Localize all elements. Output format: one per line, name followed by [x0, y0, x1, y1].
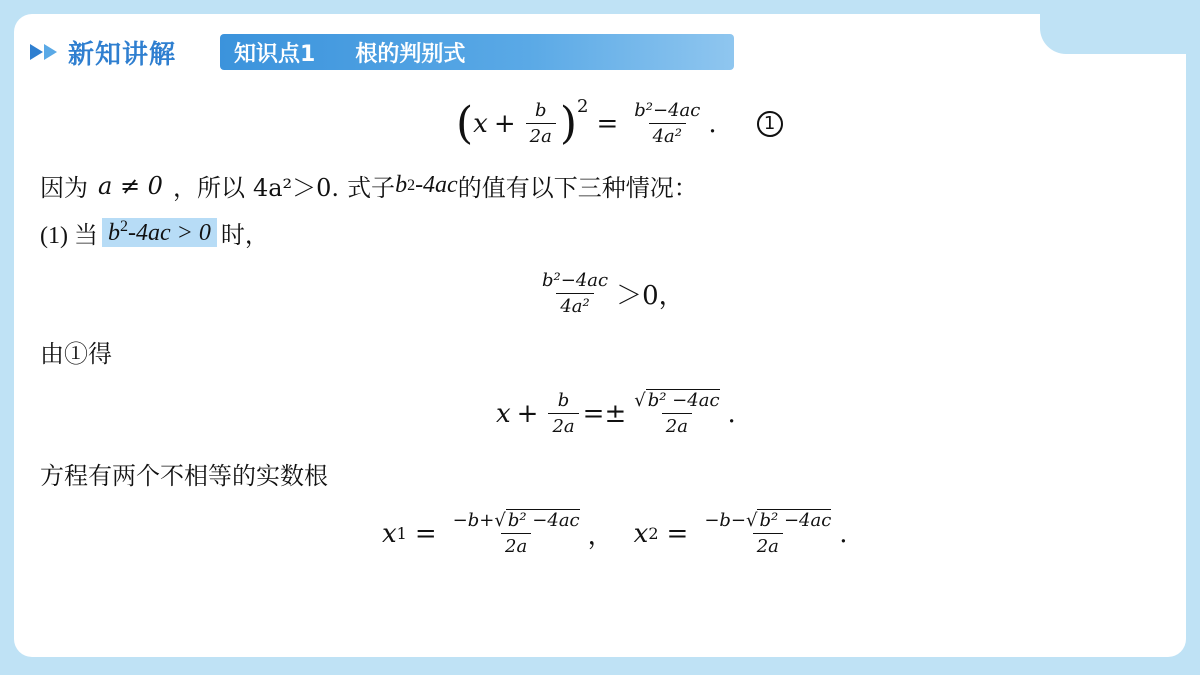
text-seg: ，所以 [172, 174, 245, 202]
period: . [839, 518, 848, 549]
equals-sign: = [596, 108, 619, 139]
subscript-2: 2 [648, 524, 659, 543]
paren-close: ) [559, 97, 577, 149]
ineq-4a2: 4a²＞0. [252, 174, 340, 202]
equals-plusminus: =± [582, 398, 627, 429]
plus-sign: + [516, 398, 539, 429]
text-line-2 [40, 215, 269, 250]
sqrt-icon: √ [634, 390, 646, 411]
period: . [708, 108, 717, 139]
comma: ， [587, 521, 614, 551]
section-header [30, 34, 176, 70]
var-x2: x [633, 518, 649, 549]
text-seg: 方程有两个不相等的实数根 [40, 462, 328, 490]
corner-tab [1040, 14, 1186, 54]
fraction-sqrt-2a: $\frac{\text{√ b² −4ac}}{2a}$ [634, 390, 720, 437]
paren-open: ( [456, 97, 474, 149]
topic-title: 根的判别式 [355, 41, 466, 67]
equation-2 [534, 270, 685, 317]
fraction-b-2a: $\frac{b}{2a}$ [526, 100, 556, 147]
exponent: 2 [577, 96, 589, 117]
sqrt-icon: √ [746, 510, 758, 531]
gt-zero: ＞0， [616, 281, 685, 311]
circled-marker-1: 1 [757, 111, 783, 137]
equals-sign: = [666, 518, 689, 549]
topic-number: 知识点1 [234, 41, 316, 67]
case-suffix: 时， [220, 221, 269, 249]
case-prefix: (1) 当 [40, 223, 98, 249]
text-seg: 由①得 [40, 340, 112, 368]
equals-sign: = [414, 518, 437, 549]
sqrt-icon: √ [494, 510, 506, 531]
highlighted-condition: $b^2-4ac > 0$ [102, 218, 217, 247]
text-seg: 式子 [347, 174, 396, 202]
text-seg: 的值有以下三种情况： [457, 174, 698, 202]
var-x: x [496, 398, 511, 429]
text-seg: 因为 [40, 174, 88, 202]
var-x: x [473, 108, 488, 139]
topic-bar [220, 34, 734, 70]
text-line-3 [40, 334, 112, 369]
double-play-icon [30, 42, 62, 62]
period: . [727, 398, 736, 429]
var-x1: x [382, 518, 397, 549]
fraction-discriminant: $\frac{\text{b²−4ac}}{\text{4a²}}$ [542, 270, 609, 317]
plus-sign: + [493, 108, 516, 139]
equation-3 [496, 390, 736, 437]
text-line-4 [40, 456, 328, 491]
text-line-1 [40, 168, 698, 203]
cond-a-nonzero: a ≠ 0 [98, 171, 163, 200]
equation-4 [382, 510, 848, 557]
equation-1 [456, 96, 783, 149]
fraction-root-1: $\frac{\text{−b+√ b² −4ac}}{2a}$ [452, 510, 580, 557]
fraction-discriminant: $\frac{\text{b²−4ac}}{\text{4a²}}$ [634, 100, 701, 147]
expr-b: b [395, 172, 408, 198]
expr-rest: -4ac [415, 172, 458, 198]
fraction-root-2: $\frac{\text{−b−√ b² −4ac}}{2a}$ [704, 510, 832, 557]
section-label: 新知讲解 [68, 39, 177, 70]
fraction-b-2a: $\frac{b}{2a}$ [548, 390, 578, 437]
expr-sup: 2 [407, 176, 416, 194]
subscript-1: 1 [396, 524, 407, 543]
